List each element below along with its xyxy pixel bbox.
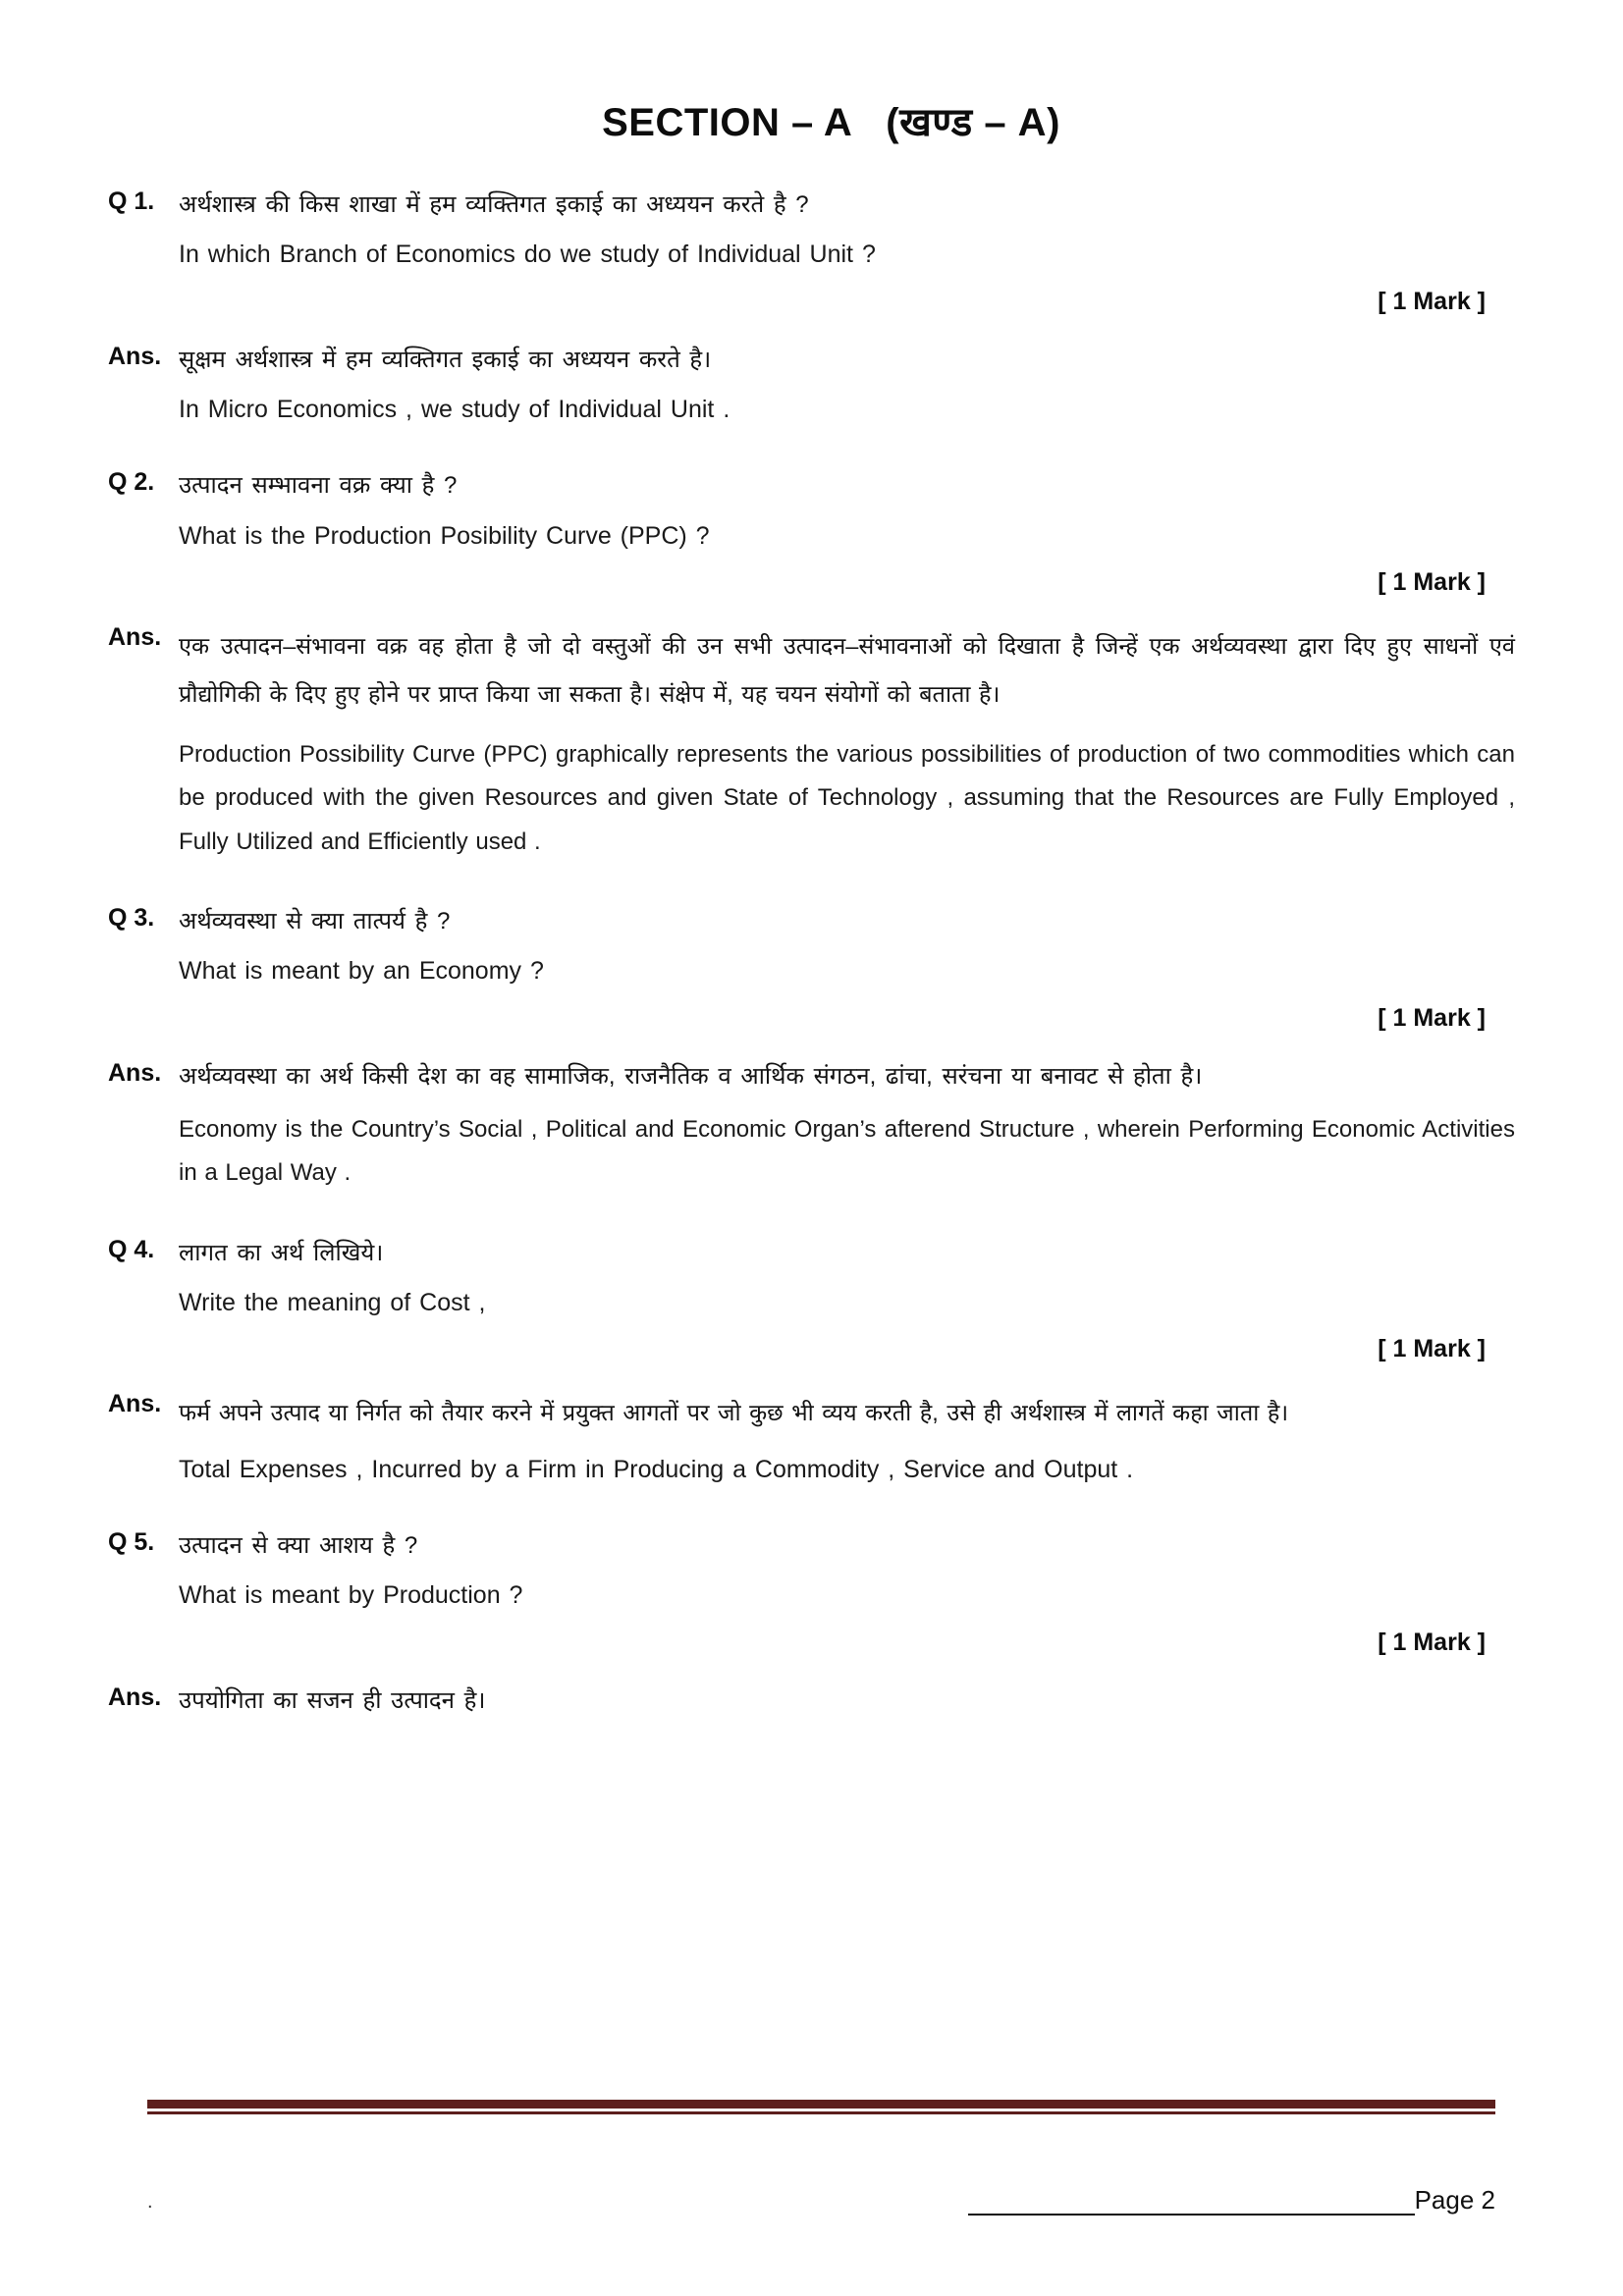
question-block-1 <box>108 187 1515 316</box>
mark-badge-1: [ 1 Mark ] <box>1378 287 1486 315</box>
question-block-2 <box>108 467 1515 597</box>
mark-badge-3: [ 1 Mark ] <box>1378 1003 1486 1032</box>
question-text-english-1: In which Branch of Economics do we study of Individual Unit ? <box>179 240 876 269</box>
question-row <box>108 903 1515 990</box>
answer-text-hindi-5: उपयोगिता का सजन ही उत्पादन है। <box>179 1686 486 1714</box>
footer-underline <box>968 2182 1415 2216</box>
question-block-4 <box>108 1235 1515 1364</box>
section-title-hindi: (खण्ड – A) <box>886 101 1060 144</box>
footer-rule-thin <box>147 2111 1495 2114</box>
page-footer <box>0 2100 1623 2296</box>
page-title <box>108 0 1515 147</box>
answer-text-hindi-4: फर्म अपने उत्पाद या निर्गत को तैयार करने में प्रयुक्त आगतों पर जो कुछ भी व्यय करती है, उसे ही अर्थशास्त्र में लागतें कहा जाता है। <box>179 1400 1289 1426</box>
question-text-hindi-5: उत्पादन से क्या आशय है ? <box>179 1532 418 1560</box>
question-row <box>108 187 1515 274</box>
footer-dot-mark: . <box>147 2191 153 2213</box>
answer-row <box>108 1058 1515 1196</box>
page-number: Page 2 <box>1414 2185 1495 2215</box>
question-number-3: Q 3. <box>108 903 155 932</box>
question-text-english-2: What is the Production Posibility Curve (PPC) ? <box>179 521 710 550</box>
answer-text-english-3: Economy is the Country’s Social , Political and Economic Organ’s afterend Structure , wherein Performing Economic Activities in a Legal Way . <box>179 1115 1515 1187</box>
mark-badge-4: [ 1 Mark ] <box>1378 1335 1486 1363</box>
answer-text-hindi-1: सूक्षम अर्थशास्त्र में हम व्यक्तिगत इकाई का अध्ययन करते है। <box>179 346 712 373</box>
answer-text-english-2: Production Possibility Curve (PPC) graphically represents the various possibilities of production of two commodities which can be produced with the given Resources and given State of Technology , assuming that the Resources are Fully Employed , Fully Utilized and Efficiently used . <box>179 740 1515 855</box>
mark-badge-2: [ 1 Mark ] <box>1378 568 1486 597</box>
question-number-5: Q 5. <box>108 1528 155 1557</box>
answer-block-5 <box>108 1682 1515 1719</box>
answer-label-1: Ans. <box>108 342 162 370</box>
question-text-english-5: What is meant by Production ? <box>179 1581 523 1610</box>
question-row <box>108 1235 1515 1322</box>
question-row <box>108 467 1515 555</box>
answer-label-5: Ans. <box>108 1682 162 1711</box>
answer-row <box>108 1389 1515 1488</box>
question-text-hindi-1: अर्थशास्त्र की किस शाखा में हम व्यक्तिगत इकाई का अध्ययन करते है ? <box>179 191 809 218</box>
question-text-hindi-3: अर्थव्यवस्था से क्या तात्पर्य है ? <box>179 907 451 934</box>
question-number-1: Q 1. <box>108 187 155 215</box>
question-number-2: Q 2. <box>108 468 155 497</box>
footer-bottom-row <box>147 2182 1495 2216</box>
answer-block-1 <box>108 342 1515 429</box>
question-block-5 <box>108 1527 1515 1657</box>
answer-block-3 <box>108 1058 1515 1196</box>
question-text-hindi-2: उत्पादन सम्भावना वक्र क्या है ? <box>179 472 458 500</box>
answer-block-2 <box>108 622 1515 864</box>
answer-row <box>108 1682 1515 1719</box>
question-text-english-4: Write the meaning of Cost , <box>179 1288 486 1316</box>
question-number-4: Q 4. <box>108 1235 155 1263</box>
answer-text-hindi-2: एक उत्पादन–संभावना वक्र वह होता है जो दो वस्तुओं की उन सभी उत्पादन–संभावनाओं को दिखाता है जिन्हें एक अर्थव्यवस्था द्वारा दिए हुए साधनों एवं प्रौद्योगिकी के दिए हुए होने पर प्राप्त किया जा सकता है। संक्षेप में, यह चयन संयोगों को बताता है। <box>179 633 1515 708</box>
answer-label-3: Ans. <box>108 1058 162 1087</box>
answer-row <box>108 622 1515 864</box>
mark-badge-5: [ 1 Mark ] <box>1378 1628 1486 1656</box>
answer-label-2: Ans. <box>108 623 162 652</box>
answer-label-4: Ans. <box>108 1390 162 1418</box>
footer-divider <box>147 2100 1495 2114</box>
footer-rule-thick <box>147 2100 1495 2109</box>
answer-block-4 <box>108 1389 1515 1488</box>
question-text-english-3: What is meant by an Economy ? <box>179 957 544 986</box>
section-title-english: SECTION – A <box>602 101 853 144</box>
answer-text-english-1: In Micro Economics , we study of Individual Unit . <box>179 395 730 423</box>
answer-text-hindi-3: अर्थव्यवस्था का अर्थ किसी देश का वह सामाजिक, राजनैतिक व आर्थिक संगठन, ढांचा, सरंचना या बनावट से होता है। <box>179 1062 1203 1090</box>
question-row <box>108 1527 1515 1615</box>
answer-row <box>108 342 1515 429</box>
question-text-hindi-4: लागत का अर्थ लिखिये। <box>179 1239 384 1266</box>
question-block-3 <box>108 903 1515 1033</box>
answer-text-english-4: Total Expenses , Incurred by a Firm in Producing a Commodity , Service and Output . <box>179 1455 1134 1483</box>
